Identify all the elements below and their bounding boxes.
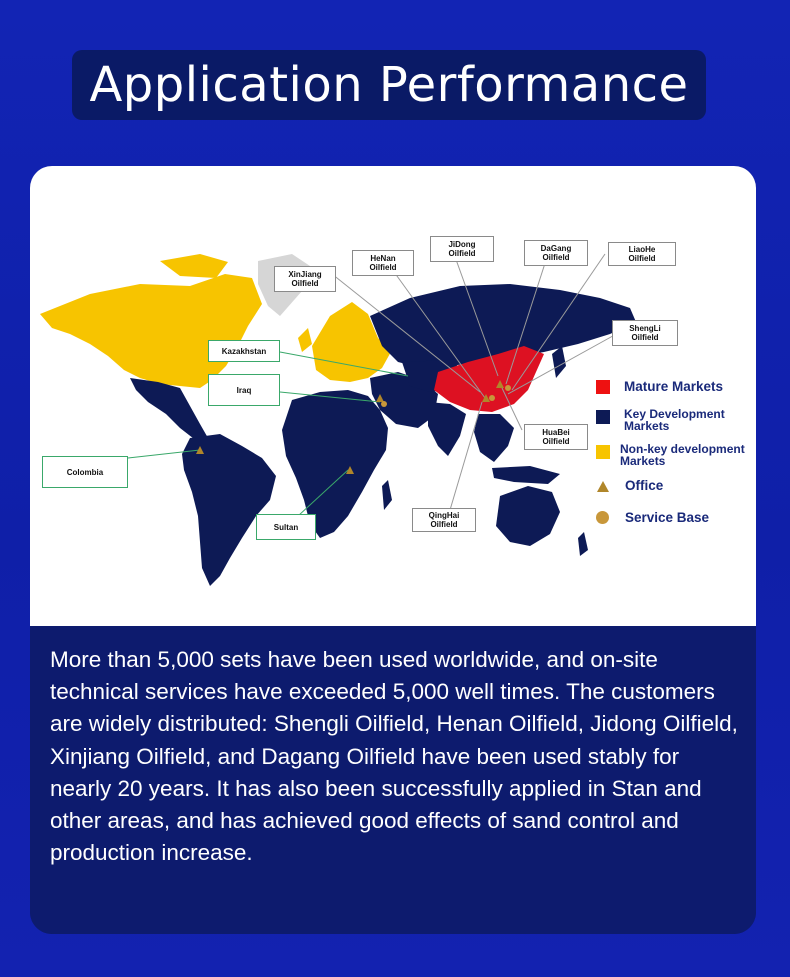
new-zealand-region — [578, 532, 588, 556]
label-huabei-sub: Oilfield — [542, 437, 570, 446]
legend-label-nonkey: Non-key development Markets — [620, 442, 745, 468]
label-liaohe — [608, 242, 676, 266]
label-colombia-text: Colombia — [66, 467, 104, 477]
japan-region — [552, 346, 566, 378]
label-xinjiang-sub: Oilfield — [291, 279, 319, 288]
content-card — [30, 166, 756, 934]
legend-key-markets — [596, 408, 734, 432]
description-panel — [30, 626, 756, 934]
service-base-marker — [381, 401, 387, 407]
label-jidong-sub: Oilfield — [448, 249, 476, 258]
legend-swatch-key — [596, 410, 610, 424]
legend-label-mature: Mature Markets — [624, 379, 724, 394]
label-huabei-name: HuaBei — [542, 428, 570, 437]
label-iraq — [208, 374, 280, 406]
legend-nonkey-markets — [596, 443, 752, 467]
label-henan-sub: Oilfield — [369, 263, 397, 272]
page-title: Application Performance — [89, 57, 689, 113]
legend-swatch-nonkey — [596, 445, 610, 459]
label-henan — [352, 250, 414, 276]
label-qinghai-sub: Oilfield — [430, 520, 458, 529]
label-qinghai-name: QingHai — [428, 511, 460, 520]
legend-triangle-icon — [597, 481, 609, 492]
legend-circle-icon — [596, 511, 609, 524]
label-iraq-text: Iraq — [236, 385, 252, 395]
description-text: More than 5,000 sets have been used worldwide, and on-site technical services have exceeded 5,000 well times. The customers are widely distributed: Shengli Oilfield, Henan Oilfield, Jidong Oilfield, Xinjiang Oilfield, and Dagang Oilfield have been used stably for nearly 20 years. It has also been successfully applied in Stan and other areas, and has achieved good effects of sand control and production increase. — [50, 647, 738, 866]
legend-service-base — [596, 511, 709, 524]
label-qinghai — [412, 508, 476, 532]
label-dagang-sub: Oilfield — [542, 253, 570, 262]
uk-region — [298, 328, 312, 352]
label-liaohe-sub: Oilfield — [628, 254, 656, 263]
label-shengli — [612, 320, 678, 346]
madagascar-region — [382, 480, 392, 510]
service-base-marker — [489, 395, 495, 401]
label-jidong — [430, 236, 494, 262]
label-henan-name: HeNan — [370, 254, 396, 263]
label-xinjiang — [274, 266, 336, 292]
label-huabei — [524, 424, 588, 450]
legend-label-key: Key Development Markets — [624, 407, 725, 433]
south-america-region — [182, 434, 276, 586]
legend-label-office: Office — [625, 478, 664, 493]
southeast-asia-region — [474, 414, 514, 462]
label-kazakhstan-text: Kazakhstan — [221, 346, 267, 356]
label-kazakhstan — [208, 340, 280, 362]
label-dagang-name: DaGang — [540, 244, 572, 253]
north-america-region — [40, 274, 262, 388]
legend-office — [596, 480, 663, 492]
label-liaohe-name: LiaoHe — [628, 245, 656, 254]
label-dagang — [524, 240, 588, 266]
title-banner — [72, 50, 706, 120]
india-region — [428, 402, 466, 456]
label-shengli-name: ShengLi — [629, 324, 661, 333]
label-sultan-text: Sultan — [273, 522, 299, 532]
label-colombia — [42, 456, 128, 488]
label-jidong-name: JiDong — [448, 240, 476, 249]
service-base-marker — [505, 385, 511, 391]
australia-region — [496, 486, 560, 546]
legend-swatch-mature — [596, 380, 610, 394]
label-sultan — [256, 514, 316, 540]
label-shengli-sub: Oilfield — [631, 333, 659, 342]
world-map-panel — [30, 166, 756, 626]
indonesia-region — [492, 466, 560, 484]
legend-label-service: Service Base — [625, 509, 710, 525]
label-xinjiang-name: XinJiang — [288, 270, 322, 279]
legend-mature-markets — [596, 380, 723, 394]
world-map — [30, 166, 756, 626]
canada-islands — [160, 254, 228, 278]
